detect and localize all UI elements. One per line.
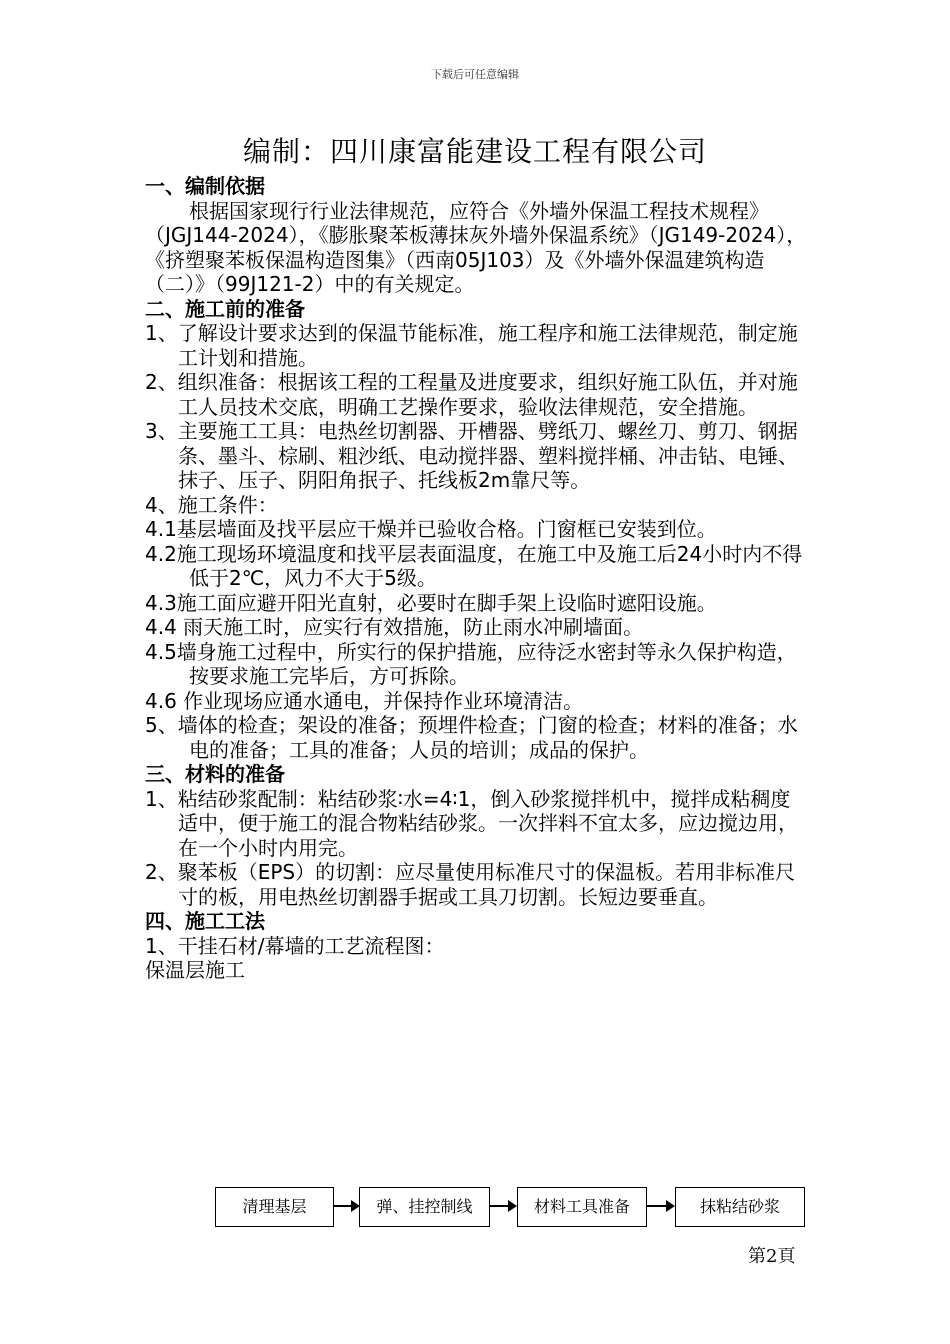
- flow-step: 清理基层: [215, 1187, 334, 1227]
- page-header: 下载后可任意编辑: [431, 68, 519, 81]
- section-1-text: 根据国家现行行业法律规范，应符合《外墙外保温工程技术规程》（JGJ144-2024），《膨胀聚苯板薄抹灰外墙外保温系统》（JG149-2024），《挤塑聚苯板保温构造图集》（西南05J103）及《外墙外保温建筑构造（二）》（99J121-2）中的有关规定。: [145, 198, 807, 296]
- section-4-heading: 四、施工工法: [145, 909, 265, 933]
- section-2-heading: 二、施工前的准备: [145, 296, 305, 321]
- section-2-subitem: 4.3施工面应避开阳光直射，必要时在脚手架上设临时遮阳设施。: [145, 590, 717, 615]
- section-2-subitem: 4.2施工现场环境温度和找平层表面温度，在施工中及施工后24小时内不得低于2℃，风力不大于5级。: [145, 541, 803, 590]
- section-3-item: 2、聚苯板（EPS）的切割：应尽量使用标准尺寸的保温板。若用非标准尺寸的板，用电热丝切割器手据或工具刀切割。长短边要垂直。: [145, 860, 796, 909]
- flow-step: 弹、挂控制线: [359, 1187, 490, 1227]
- section-4-line: 保温层施工: [145, 958, 245, 982]
- document-body: [145, 174, 810, 983]
- section-2-subitem: 4.4 雨天施工时，应实行有效措施，防止雨水冲刷墙面。: [145, 615, 644, 639]
- section-2-subitem: 4.1基层墙面及找平层应干燥并已验收合格。门窗框已安装到位。: [145, 517, 717, 541]
- section-3-heading: 三、材料的准备: [145, 762, 285, 786]
- section-2-item: 1、了解设计要求达到的保温节能标准，施工程序和施工法律规范，制定施工计划和措施。: [145, 321, 798, 370]
- flow-arrow: [647, 1205, 673, 1207]
- section-2-item: 3、主要施工工具：电热丝切割器、开槽器、劈纸刀、螺丝刀、剪刀、钢据条、墨斗、棕刷、粗沙纸、电动搅拌器、塑料搅拌桶、冲击钻、电锤、抹子、压子、阴阳角抿子、托线板2m靠尺等。: [145, 419, 798, 492]
- section-2-item: 2、组织准备：根据该工程的工程量及进度要求，组织好施工队伍，并对施工人员技术交底，明确工艺操作要求，验收法律规范，安全措施。: [145, 370, 798, 419]
- section-4-line: 1、干挂石材/幕墙的工艺流程图：: [145, 933, 445, 958]
- section-2-subitem: 4.5墙身施工过程中，所实行的保护措施，应待泛水密封等永久保护构造，按要求施工完毕后，方可拆除。: [145, 639, 797, 688]
- section-3-item: 1、粘结砂浆配制：粘结砂浆∶水=4∶1，倒入砂浆搅拌机中，搅拌成粘稠度适中，便于施工的混合物粘结砂浆。一次拌料不宜太多，应边搅边用，在一个小时内用完。: [145, 786, 798, 860]
- section-2-item: 4、施工条件：: [145, 492, 278, 517]
- flow-step: 材料工具准备: [517, 1187, 647, 1227]
- document-title: 编制：四川康富能建设工程有限公司: [242, 135, 707, 168]
- page-number: 第2頁: [748, 1246, 796, 1267]
- flow-step: 抹粘结砂浆: [675, 1187, 805, 1227]
- flow-arrow: [334, 1205, 358, 1207]
- section-1-heading: 一、编制依据: [145, 174, 265, 198]
- section-2-subitem: 4.6 作业现场应通水通电，并保持作业环境清洁。: [145, 688, 584, 713]
- section-2-item-5: 5、墙体的检查；架设的准备；预埋件检查；门窗的检查；材料的准备；水电的准备；工具的准备；人员的培训；成品的保护。: [145, 713, 798, 762]
- flow-arrow: [490, 1205, 515, 1207]
